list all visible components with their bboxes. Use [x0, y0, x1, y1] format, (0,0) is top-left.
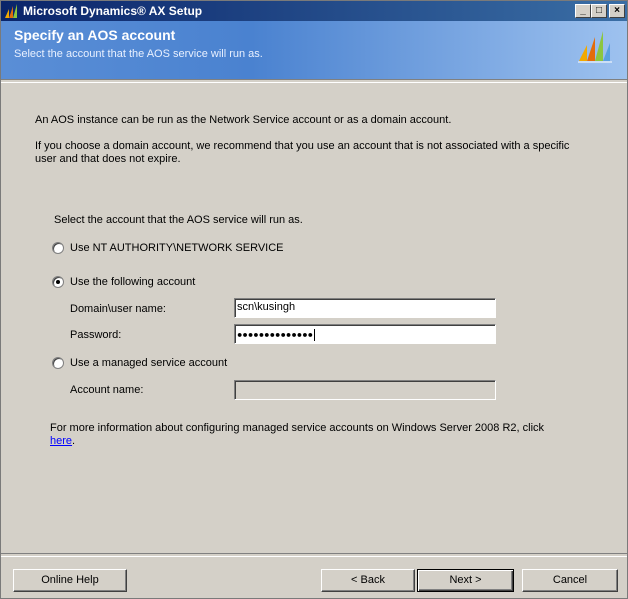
domain-user-value: scn\kusingh [237, 301, 296, 313]
page-title: Specify an AOS account [14, 27, 176, 43]
maximize-button[interactable]: □ [591, 4, 607, 18]
window-title: Microsoft Dynamics® AX Setup [23, 4, 203, 18]
info-link-line [50, 435, 75, 447]
here-link[interactable]: here [50, 435, 73, 447]
managed-account-info-text: For more information about configuring managed service accounts on Windows Server 2008 R2, click [50, 422, 545, 434]
back-button[interactable]: < Back [321, 569, 415, 592]
password-value: ●●●●●●●●●●●●●● [237, 329, 314, 340]
info-period: . [72, 435, 76, 447]
select-account-prompt: Select the account that the AOS service will run as. [54, 214, 303, 226]
account-name-field [234, 380, 496, 400]
domain-user-field[interactable] [234, 298, 496, 318]
account-name-label: Account name: [70, 384, 144, 396]
radio-managed-account-label[interactable]: Use a managed service account [70, 357, 228, 369]
recommendation-text-line1: If you choose a domain account, we recommend that you use an account that is not associated with a specific [35, 140, 570, 152]
radio-network-service-label[interactable]: Use NT AUTHORITY\NETWORK SERVICE [70, 242, 284, 254]
page-subtitle: Select the account that the AOS service will run as. [14, 48, 263, 60]
dynamics-logo-icon [4, 3, 20, 19]
radio-following-account-label[interactable]: Use the following account [70, 276, 196, 288]
password-label: Password: [70, 329, 122, 341]
recommendation-text-line2: user and that does not expire. [35, 153, 181, 165]
header-divider [1, 79, 627, 83]
close-button[interactable]: × [609, 4, 625, 18]
dynamics-logo-icon [577, 29, 613, 65]
online-help-button[interactable]: Online Help [13, 569, 127, 592]
domain-user-label: Domain\user name: [70, 303, 166, 315]
radio-managed-account[interactable] [52, 357, 64, 369]
wizard-header [1, 21, 627, 79]
title-bar [1, 1, 627, 21]
radio-following-account[interactable] [52, 276, 64, 288]
intro-text: An AOS instance can be run as the Network Service account or as a domain account. [35, 114, 452, 126]
cancel-button[interactable]: Cancel [522, 569, 618, 592]
text-caret [314, 329, 315, 341]
footer-divider [1, 553, 627, 557]
password-field[interactable] [234, 324, 496, 344]
radio-network-service[interactable] [52, 242, 64, 254]
minimize-button[interactable]: _ [575, 4, 591, 18]
next-button[interactable]: Next > [417, 569, 514, 592]
